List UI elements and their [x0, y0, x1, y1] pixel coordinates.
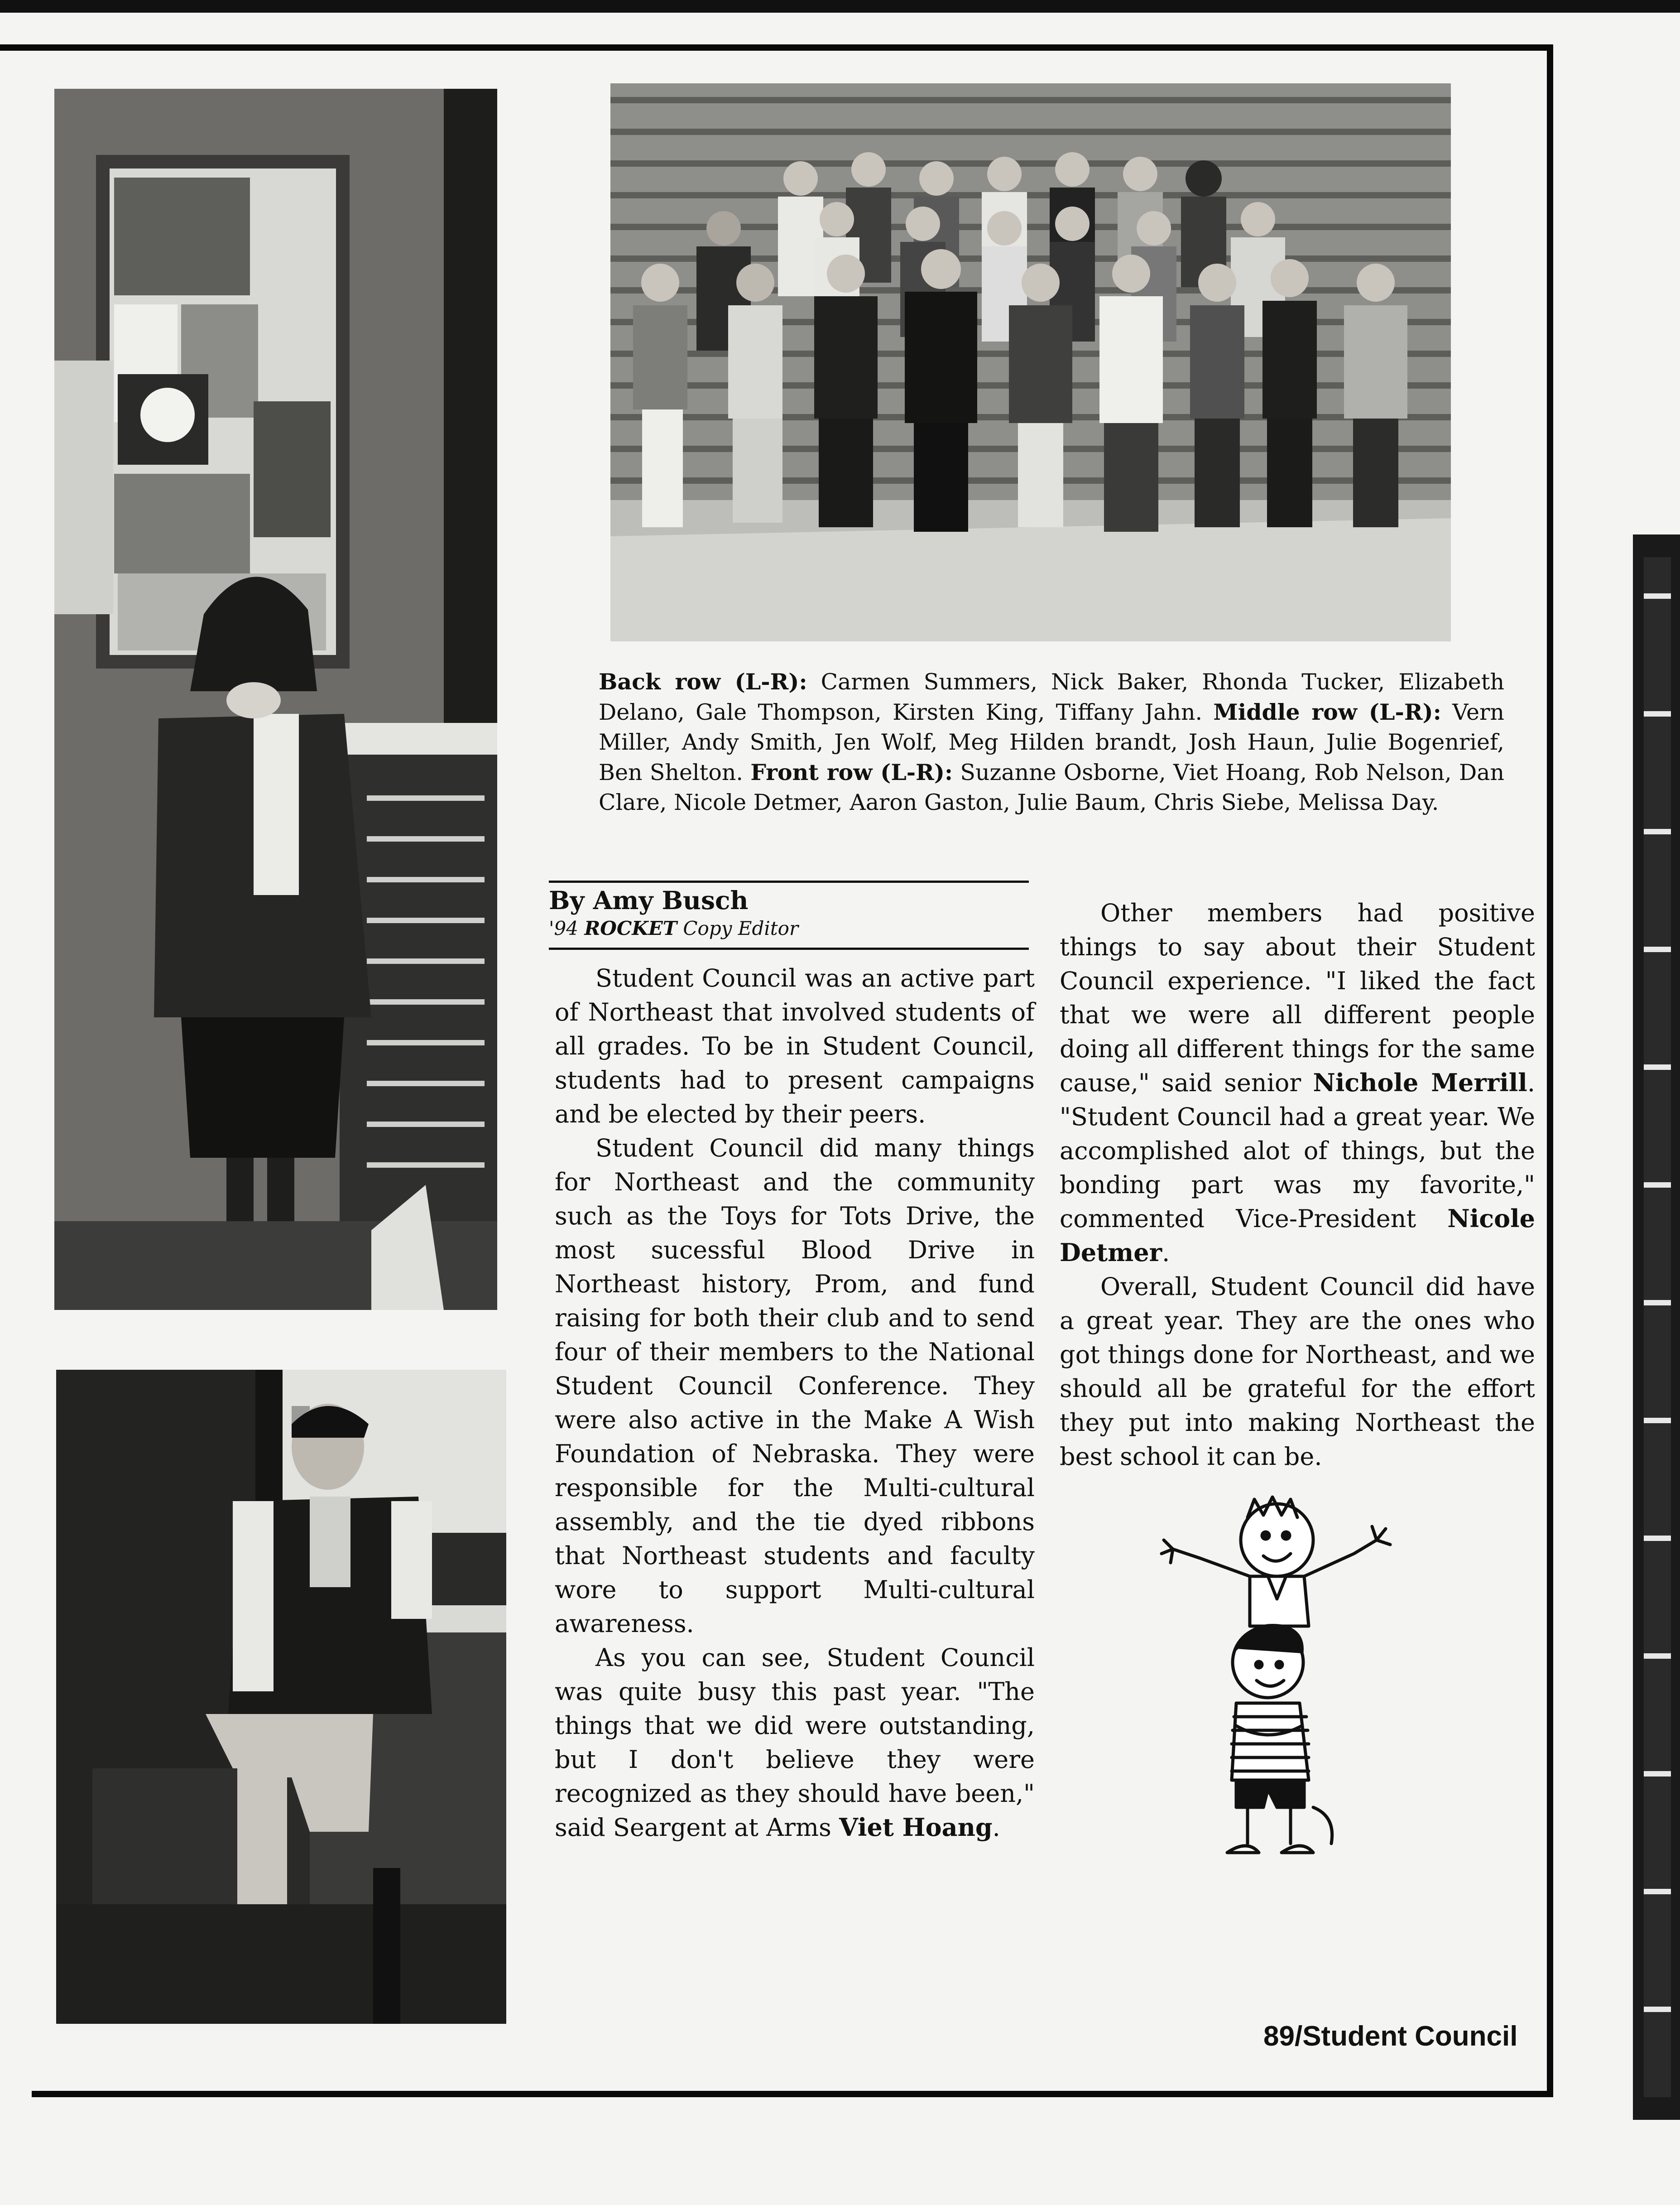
p3-text: As you can see, Student Council was quite busy this past year. "The things that we did were outstanding, but I don't believe they were recognized as they should have been," said Seargent at Arms	[555, 1643, 1035, 1842]
byline-role: Copy Editor	[683, 917, 799, 939]
cartoon-art	[1146, 1490, 1399, 1875]
page-edge-stripes	[1644, 557, 1671, 2097]
p4-end: .	[1162, 1238, 1170, 1267]
photo-teacher-art	[54, 89, 497, 1310]
page-top-edge	[0, 0, 1680, 13]
p3-end: .	[992, 1813, 1000, 1842]
byline-publication: ROCKET	[584, 917, 677, 939]
article-paragraph-2: Student Council did many things for Northeast and the community such as the Toys for Tots Drive, the most sucessful Blood Drive in Northeast history, Prom, and fund raising for both their club and to send four of their members to the National Student Council Conference. They were also active in the Make A Wish Foundation of Nebraska. They were responsible for the Multi-cultural assembly, and the tie dyed ribbons that Northeast students and faculty wore to support Multi-cultural awareness.	[555, 1134, 1035, 1638]
article-column-2	[1060, 896, 1535, 1473]
byline-top-rule	[549, 881, 1029, 883]
page-folio: 89/Student Council	[1263, 2021, 1518, 2052]
photo-student-council-group	[610, 83, 1451, 641]
p4-text: Other members had positive things to say about their Student Council experience. "I liked the fact that we were all different people doing all different things for the same cause," said senior	[1060, 899, 1535, 1097]
caption-middle-names: Vern Miller, Andy Smith, Jen Wolf, Meg Hilden brandt, Josh Haun, Julie Bogenrief, Ben Shelton.	[599, 699, 1504, 785]
article-paragraph-1: Student Council was an active part of Northeast that involved students of all grades. To be in Student Council, students had to present campaigns and be elected by their peers.	[555, 964, 1035, 1128]
article-paragraph-5: Overall, Student Council did have a great year. They are the ones who got things done for Northeast, and we should all be grateful for the effort they put into making Northeast the best school it can be.	[1060, 1272, 1535, 1471]
photo-teacher-speaking	[54, 89, 497, 1310]
group-photo-caption	[599, 667, 1504, 818]
frame-top-rule	[0, 44, 1553, 51]
article-paragraph-3	[555, 1641, 1035, 1844]
p3-name: Viet Hoang	[839, 1813, 993, 1842]
frame-right-rule	[1547, 44, 1553, 2097]
caption-front-names: Suzanne Osborne, Viet Hoang, Rob Nelson, Dan Clare, Nicole Detmer, Aaron Gaston, Julie Baum, Chris Siebe, Melissa Day.	[599, 760, 1505, 815]
cartoon-kids-illustration	[1146, 1490, 1399, 1875]
article-column-1	[555, 961, 1035, 1844]
article-paragraph-4	[1060, 896, 1535, 1270]
byline-year: '94	[549, 917, 578, 939]
byline-author: By Amy Busch	[549, 886, 749, 915]
group-photo-art	[610, 83, 1451, 641]
p4-mid: . "Student Council had a great year. We accomplished alot of things, but the bonding part was my favorite," commented Vice-President	[1060, 1069, 1535, 1233]
p4-name: Nichole Merrill	[1313, 1068, 1527, 1097]
caption-back-label: Back row (L-R):	[599, 669, 807, 695]
frame-bottom-rule	[32, 2091, 1553, 2097]
byline-bottom-rule	[549, 948, 1029, 950]
caption-back-names: Carmen Summers, Nick Baker, Rhonda Tucker, Elizabeth Delano, Gale Thompson, Kirsten King, Tiffany Jahn.	[599, 669, 1505, 725]
photo-student-seated	[56, 1370, 506, 2024]
p4-name2: Nicole Detmer	[1060, 1204, 1535, 1267]
photo-student-art	[56, 1370, 506, 2024]
byline-credit	[549, 917, 798, 939]
caption-middle-label: Middle row (L-R):	[1213, 699, 1441, 725]
caption-front-label: Front row (L-R):	[750, 759, 953, 785]
